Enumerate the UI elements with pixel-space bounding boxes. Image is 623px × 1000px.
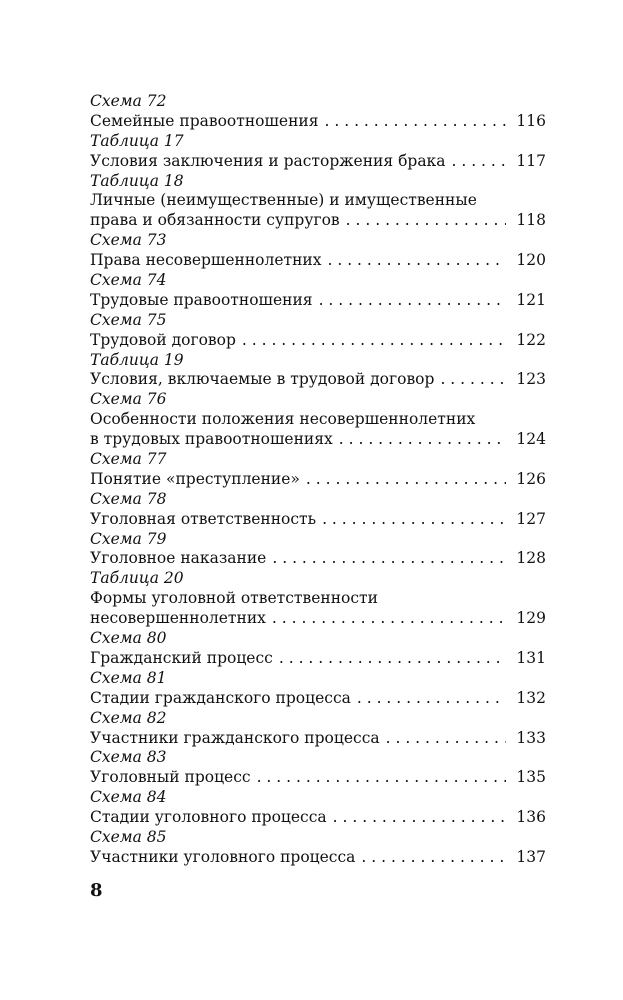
dot-leader xyxy=(328,251,507,271)
toc-entry-label: Схема 76 xyxy=(90,390,167,409)
toc-entry-title: Условия заключения и расторжения брака xyxy=(90,151,446,170)
dot-leader xyxy=(357,689,506,709)
toc-entry-row xyxy=(90,211,546,231)
toc-entry-title: Формы уголовной ответственности xyxy=(90,589,378,608)
toc-entry-title: Стадии гражданского процесса xyxy=(90,688,351,707)
toc-entry xyxy=(90,351,546,391)
toc-entry xyxy=(90,629,546,669)
toc-entry-page: 123 xyxy=(516,370,546,389)
dot-leader xyxy=(242,331,506,351)
toc-entry-row xyxy=(90,510,546,530)
dot-leader xyxy=(361,848,506,868)
toc-entry-title: Трудовой договор xyxy=(90,330,236,349)
toc-entry-label: Схема 84 xyxy=(90,788,167,807)
toc-entry xyxy=(90,748,546,788)
toc-entry-row xyxy=(90,689,546,709)
toc-entry xyxy=(90,450,546,490)
toc-entry-title: Особенности положения несовершеннолетних xyxy=(90,410,476,429)
toc-entry-title: Уголовное наказание xyxy=(90,549,267,568)
toc-entry-row xyxy=(90,848,546,868)
toc-entry-label: Схема 78 xyxy=(90,489,167,508)
toc-entry-page: 122 xyxy=(516,330,546,349)
dot-leader xyxy=(452,152,507,172)
dot-leader xyxy=(306,470,506,490)
dot-leader xyxy=(279,649,506,669)
toc-entry-page: 128 xyxy=(516,549,546,568)
toc-entry xyxy=(90,669,546,709)
dot-leader xyxy=(272,609,506,629)
toc-entry-label: Схема 77 xyxy=(90,450,167,469)
dot-leader xyxy=(386,729,506,749)
dot-leader xyxy=(339,430,506,450)
toc-entry-title: Участники уголовного процесса xyxy=(90,847,356,866)
toc-entry-page: 129 xyxy=(516,609,546,628)
toc-entry-page: 135 xyxy=(516,768,546,787)
toc-entry-label: Схема 79 xyxy=(90,529,167,548)
toc-entry-row xyxy=(90,808,546,828)
toc-entry-title: Участники гражданского процесса xyxy=(90,728,380,747)
toc-entry-page: 121 xyxy=(516,290,546,309)
toc-entry-label: Схема 85 xyxy=(90,827,167,846)
toc-entry xyxy=(90,569,546,629)
toc-entry-label: Таблица 18 xyxy=(90,171,184,190)
toc-entry xyxy=(90,390,546,450)
toc-entry-title: несовершеннолетних xyxy=(90,609,266,628)
toc-entry-title: Трудовые правоотношения xyxy=(90,290,313,309)
toc-entry xyxy=(90,92,546,132)
toc-entry-page: 118 xyxy=(516,211,546,230)
dot-leader xyxy=(346,211,506,231)
toc-entry-page: 137 xyxy=(516,847,546,866)
toc-entry-row xyxy=(90,112,546,132)
dot-leader xyxy=(325,112,506,132)
toc-entry-label: Схема 83 xyxy=(90,748,167,767)
toc-entry-page: 116 xyxy=(516,111,546,130)
toc-entry-page: 133 xyxy=(516,728,546,747)
toc-entry-row xyxy=(90,549,546,569)
toc-entry-label: Схема 73 xyxy=(90,231,167,250)
page-number: 8 xyxy=(90,880,103,901)
toc-entry xyxy=(90,172,546,232)
toc-entry-title: Стадии уголовного процесса xyxy=(90,808,327,827)
toc-entry-title: Уголовная ответственность xyxy=(90,509,317,528)
table-of-contents xyxy=(90,92,546,868)
toc-entry xyxy=(90,788,546,828)
toc-entry-row xyxy=(90,331,546,351)
toc-entry-label: Схема 74 xyxy=(90,271,167,290)
toc-entry-label: Схема 81 xyxy=(90,668,167,687)
toc-entry-row xyxy=(90,430,546,450)
toc-entry-title: Личные (неимущественные) и имущественные xyxy=(90,191,477,210)
toc-entry-title: в трудовых правоотношениях xyxy=(90,430,333,449)
toc-entry-title: Гражданский процесс xyxy=(90,648,273,667)
toc-entry xyxy=(90,311,546,351)
toc-entry-label: Схема 72 xyxy=(90,92,167,110)
toc-entry-page: 131 xyxy=(516,648,546,667)
toc-entry-label: Схема 75 xyxy=(90,310,167,329)
toc-entry-row xyxy=(90,470,546,490)
toc-entry xyxy=(90,132,546,172)
toc-entry xyxy=(90,231,546,271)
toc-entry-row xyxy=(90,370,546,390)
dot-leader xyxy=(333,808,506,828)
toc-entry-row xyxy=(90,609,546,629)
toc-entry-title: Права несовершеннолетних xyxy=(90,251,322,270)
toc-entry-row xyxy=(90,649,546,669)
toc-entry-page: 124 xyxy=(516,430,546,449)
toc-entry-row xyxy=(90,152,546,172)
toc-entry-page: 136 xyxy=(516,808,546,827)
toc-entry-label: Схема 80 xyxy=(90,629,167,648)
dot-leader xyxy=(322,510,506,530)
toc-entry-page: 127 xyxy=(516,509,546,528)
toc-entry-label: Таблица 20 xyxy=(90,569,184,588)
dot-leader xyxy=(440,370,506,390)
toc-entry-title: Семейные правоотношения xyxy=(90,111,319,130)
toc-entry-page: 117 xyxy=(516,151,546,170)
toc-entry-row xyxy=(90,291,546,311)
toc-entry-row xyxy=(90,251,546,271)
toc-entry-label: Схема 82 xyxy=(90,708,167,727)
toc-entry-title: Условия, включаемые в трудовой договор xyxy=(90,370,435,389)
toc-entry-row xyxy=(90,729,546,749)
dot-leader xyxy=(272,549,506,569)
toc-entry-title: Понятие «преступление» xyxy=(90,469,300,488)
toc-entry-page: 126 xyxy=(516,469,546,488)
dot-leader xyxy=(319,291,506,311)
toc-entry-label: Таблица 19 xyxy=(90,350,184,369)
dot-leader xyxy=(257,768,506,788)
toc-entry xyxy=(90,271,546,311)
toc-entry-row xyxy=(90,768,546,788)
toc-entry xyxy=(90,530,546,570)
toc-entry xyxy=(90,490,546,530)
toc-entry-title: Уголовный процесс xyxy=(90,768,251,787)
toc-entry-page: 120 xyxy=(516,251,546,270)
toc-entry-title: права и обязанности супругов xyxy=(90,211,340,230)
toc-entry-page: 132 xyxy=(516,688,546,707)
toc-entry xyxy=(90,709,546,749)
toc-entry xyxy=(90,828,546,868)
toc-entry-label: Таблица 17 xyxy=(90,131,184,150)
